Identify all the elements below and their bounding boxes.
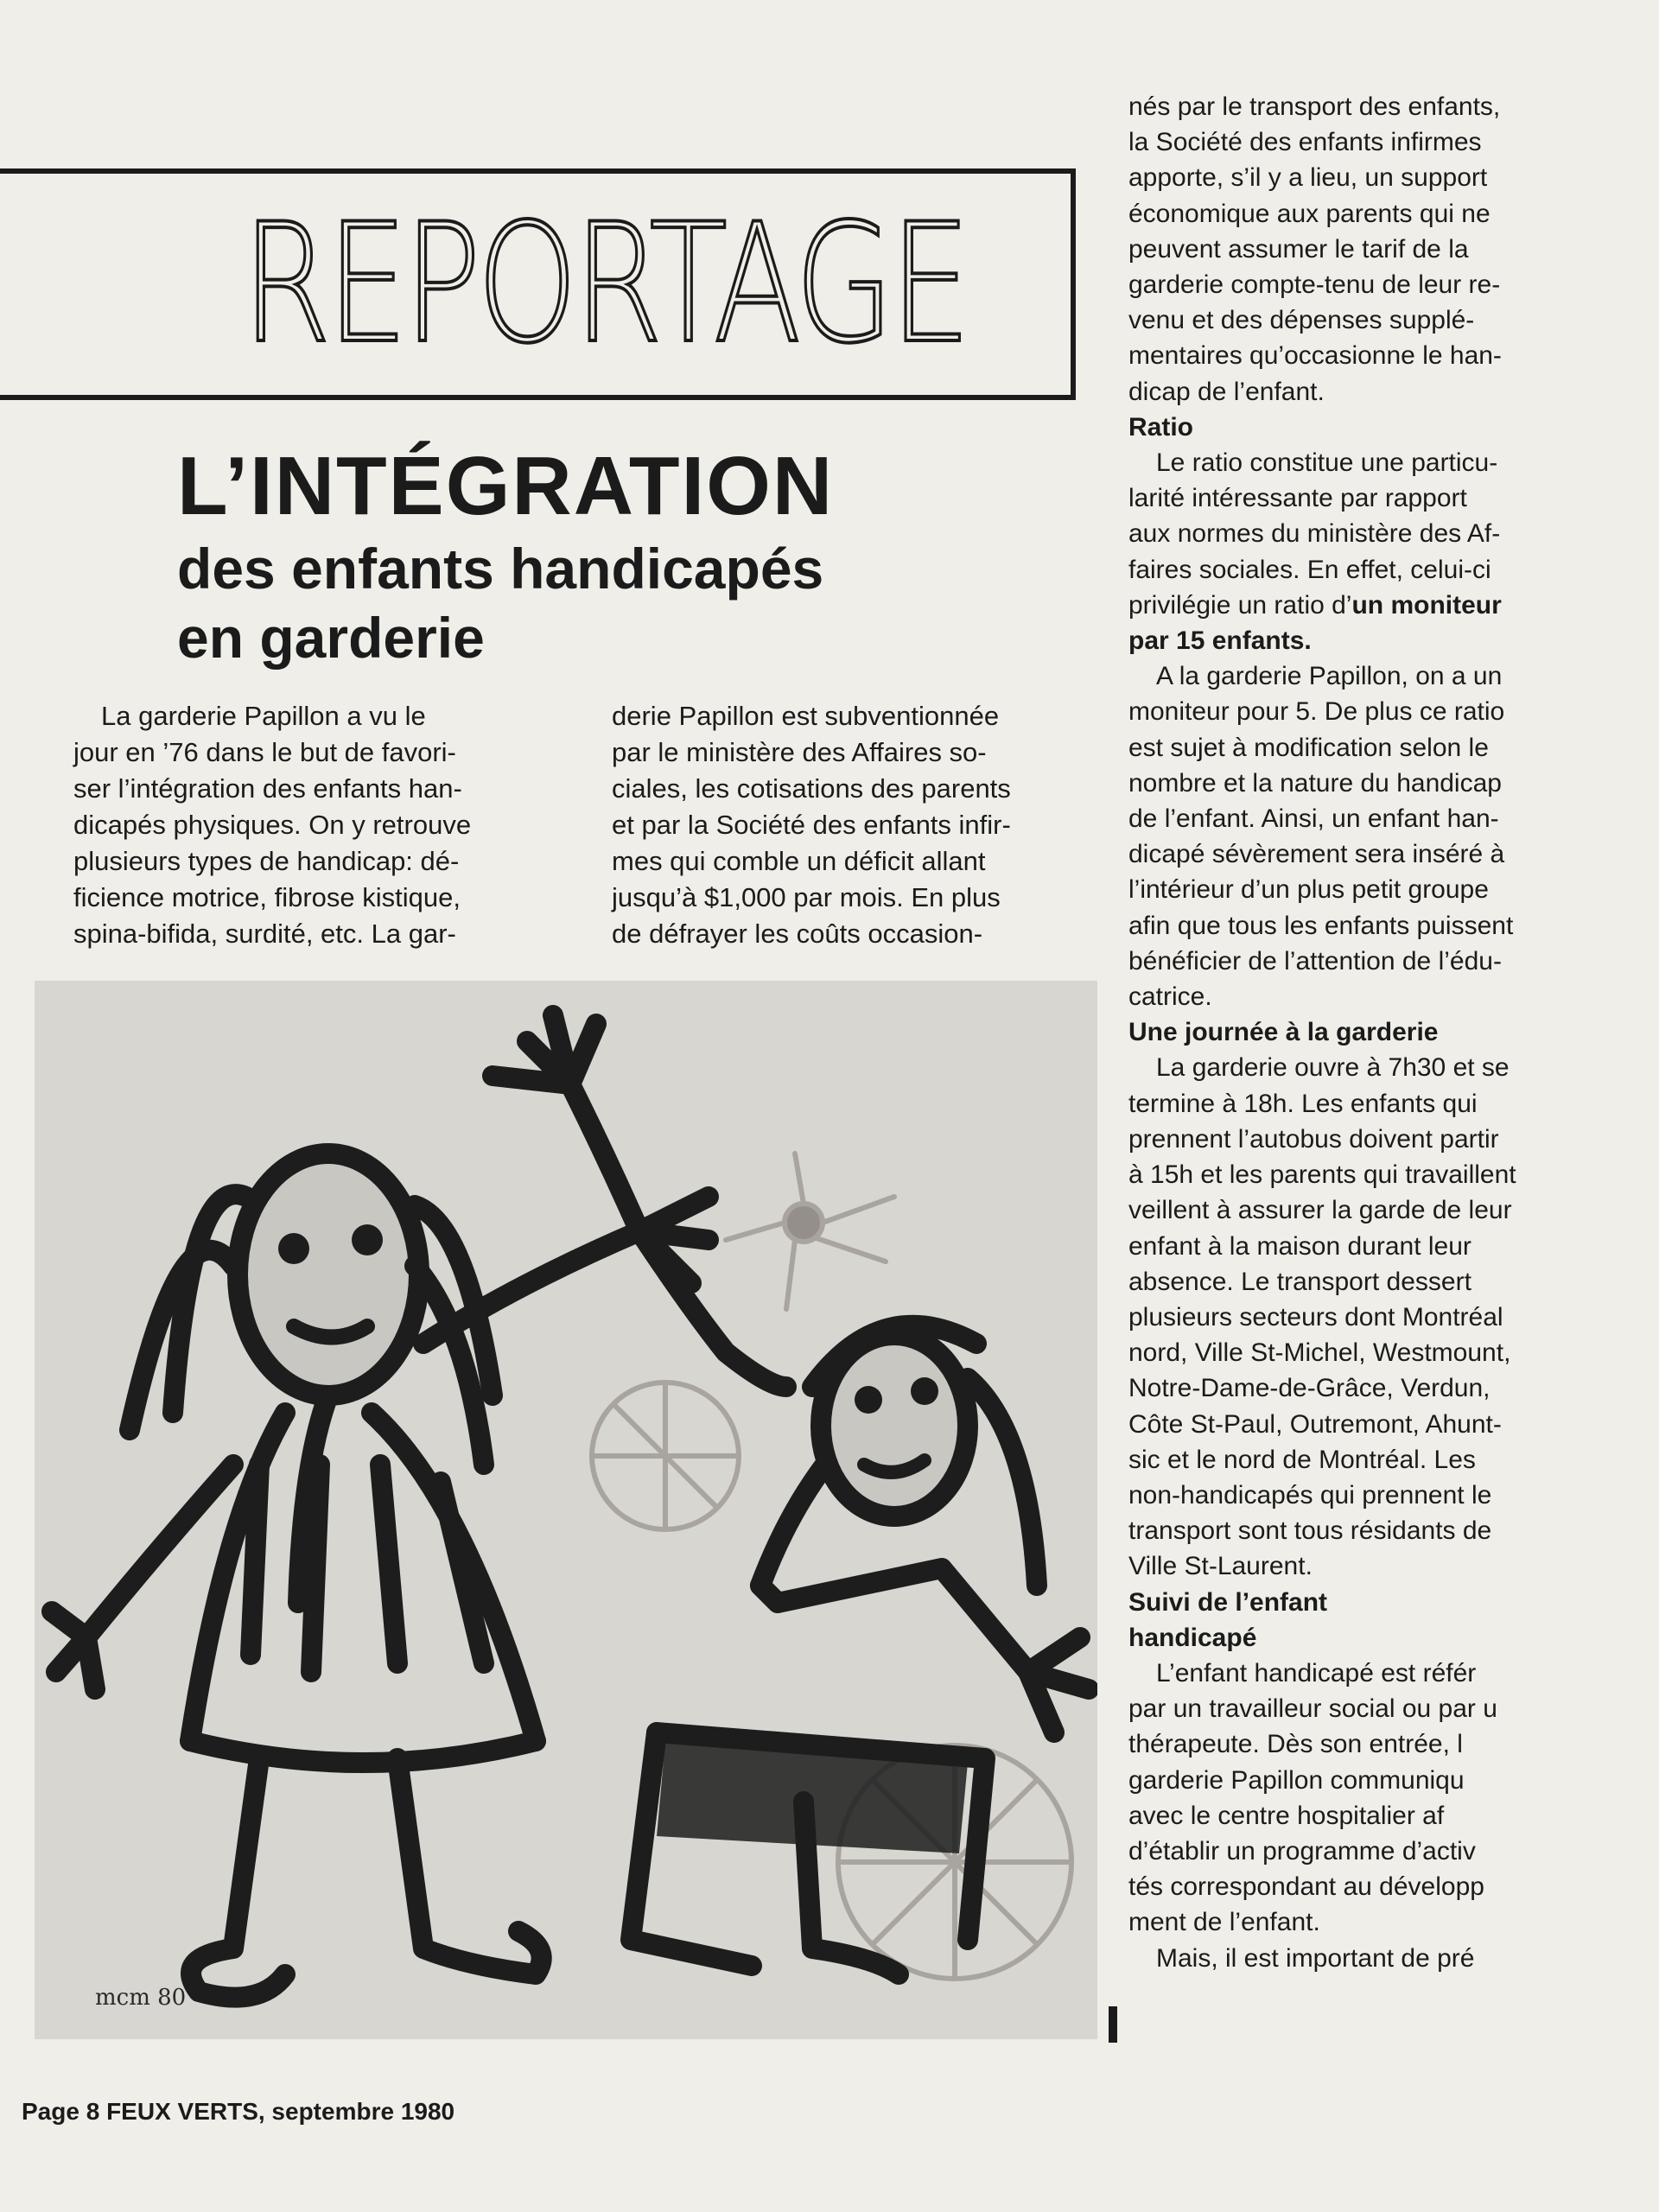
child-drawing-illustration [35,981,1097,2039]
text-line: mes qui comble un déficit allant [612,846,986,876]
text-line: à 15h et les parents qui travaillent [1128,1160,1516,1190]
text-line: dicapés physiques. On y retrouve [73,810,472,840]
page-footer [22,2098,454,2126]
text-line: La garderie ouvre à 7h30 et se [1156,1053,1510,1083]
text-line: ciales, les cotisations des parents [612,773,1011,804]
text-line: veillent à assurer la garde de leur [1128,1196,1512,1225]
text-line: L’enfant handicapé est référ [1156,1658,1477,1688]
text-line: thérapeute. Dès son entrée, l [1128,1730,1463,1759]
text-line: Mais, il est important de pré [1156,1943,1475,1973]
text-line: ment de l’enfant. [1128,1908,1320,1937]
text-line: La garderie Papillon a vu le [101,701,426,731]
text-line: Notre-Dame-de-Grâce, Verdun, [1128,1374,1491,1403]
text-line: apporte, s’il y a lieu, un support [1128,163,1488,193]
headline: L’INTÉGRATION [177,440,835,532]
text-line: afin que tous les enfants puissent [1128,911,1514,940]
publication-info: FEUX VERTS, septembre 1980 [106,2098,455,2125]
text-line: de défrayer les coûts occasion- [612,918,983,949]
text-line: Côte St-Paul, Outremont, Ahunt- [1128,1409,1502,1439]
headline-subtitle-line: des enfants handicapés [177,537,824,601]
text-line: plusieurs secteurs dont Montréal [1128,1302,1503,1332]
article-column-2 [612,698,1011,952]
text-line: par le ministère des Affaires so- [612,737,987,767]
headline-subtitle [177,534,823,672]
text-line: Le ratio constitue une particu- [1156,448,1498,478]
text-line-bold: par 15 enfants. [1128,626,1312,656]
text-line: spina-bifida, surdité, etc. La gar- [73,918,456,949]
text-line: dicapé sévèrement sera inséré à [1128,840,1505,869]
text-line: et par la Société des enfants infir- [612,810,1011,840]
text-line [1128,588,1516,623]
subheading-day: Une journée à la garderie [1128,1018,1439,1047]
text-line: jusqu’à $1,000 par mois. En plus [612,882,1001,912]
text-line: la Société des enfants infirmes [1128,128,1482,157]
text-line: non-handicapés qui prennent le [1128,1480,1492,1510]
text-line: sic et le nord de Montréal. Les [1128,1445,1476,1474]
text-line: venu et des dépenses supplé- [1128,306,1475,335]
subheading-ratio: Ratio [1128,412,1193,442]
text-line: aux normes du ministère des Af- [1128,519,1501,549]
text-fragment: privilégie un ratio d’ [1128,590,1352,620]
text-line: faires sociales. En effet, celui-ci [1128,555,1491,584]
text-line: garderie compte-tenu de leur re- [1128,270,1501,300]
text-line: dicap de l’enfant. [1128,377,1325,406]
text-line: handicapé [1128,1623,1257,1652]
text-line: larité intéressante par rapport [1128,484,1467,513]
text-line: avec le centre hospitalier af [1128,1801,1445,1830]
text-line: nombre et la nature du handicap [1128,768,1502,798]
text-line: peuvent assumer le tarif de la [1128,234,1469,264]
text-line: est sujet à modification selon le [1128,733,1489,762]
page-number: Page 8 [22,2098,100,2125]
drawing-graphic [35,981,1097,2039]
text-line: derie Papillon est subventionnée [612,701,1000,731]
text-line: plusieurs types de handicap: dé- [73,846,460,876]
text-line: ser l’intégration des enfants han- [73,773,462,804]
text-line: moniteur pour 5. De plus ce ratio [1128,697,1505,727]
text-line: ficience motrice, fibrose kistique, [73,882,461,912]
text-line: bénéficier de l’attention de l’édu- [1128,946,1502,976]
section-banner [0,168,1076,400]
headline-subtitle-line: en garderie [177,606,485,670]
text-line: catrice. [1128,982,1212,1012]
text-line: mentaires qu’occasionne le han- [1128,341,1502,371]
text-line: prennent l’autobus doivent partir [1128,1124,1499,1154]
text-line: absence. Le transport dessert [1128,1267,1471,1296]
text-line: transport sont tous résidants de [1128,1516,1492,1546]
text-line: Suivi de l’enfant [1128,1587,1328,1617]
text-line: économique aux parents qui ne [1128,199,1491,228]
text-line: par un travailleur social ou par u [1128,1694,1497,1724]
text-line: jour en ’76 dans le but de favori- [73,737,456,767]
drawing-signature: mcm 80 [95,1985,187,2011]
text-line: d’établir un programme d’activ [1128,1836,1476,1866]
text-line: A la garderie Papillon, on a un [1156,662,1503,691]
text-line: nord, Ville St-Michel, Westmount, [1128,1338,1511,1368]
text-line: tés correspondant au développ [1128,1872,1484,1902]
text-line: l’intérieur d’un plus petit groupe [1128,875,1489,905]
text-fragment-bold: un moniteur [1351,590,1502,620]
text-line: de l’enfant. Ainsi, un enfant han- [1128,804,1499,834]
text-line: nés par le transport des enfants, [1128,92,1501,121]
text-line: termine à 18h. Les enfants qui [1128,1089,1478,1118]
column-rule [1109,2006,1117,2043]
text-line: garderie Papillon communiqu [1128,1765,1465,1795]
text-line: enfant à la maison durant leur [1128,1231,1471,1261]
section-title: REPORTAGE [242,188,967,379]
article-column-1 [73,698,471,952]
text-line: Ville St-Laurent. [1128,1552,1313,1581]
article-column-3 [1128,89,1516,1976]
